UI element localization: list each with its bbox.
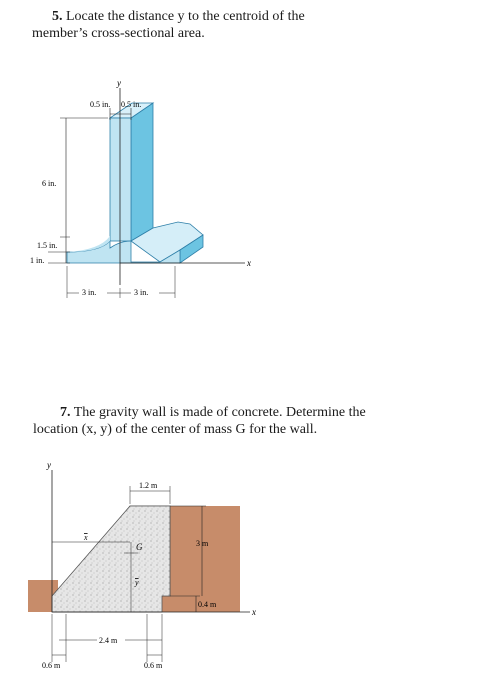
x-axis-label: x <box>247 258 251 268</box>
dim-top-left-label: 0.5 in. <box>90 100 111 109</box>
problem-5-number: 5. <box>52 9 63 24</box>
dim-left-width-label: 3 in. <box>82 288 97 297</box>
x-axis-label: x <box>252 607 256 617</box>
dim-height-label: 6 in. <box>42 179 57 188</box>
dim-span-label: 2.4 m <box>99 636 118 645</box>
dim-right-width-label: 3 in. <box>134 288 149 297</box>
problem-7-line-2: location (x, y) of the center of mass G for the wall. <box>33 422 318 437</box>
problem-5-line-2: member’s cross-sectional area. <box>32 26 205 41</box>
concrete-wall-body <box>52 506 170 612</box>
problem-7-number: 7. <box>60 405 71 420</box>
dim-right-toe-label: 0.6 m <box>144 661 163 670</box>
xbar-label: x <box>84 533 88 542</box>
dim-top-right-label: 0.5 in. <box>121 100 142 109</box>
problem-7-line-1: The gravity wall is made of concrete. Determine the <box>73 405 366 420</box>
g-label: G <box>136 542 143 552</box>
y-axis-label: y <box>117 78 121 88</box>
dim-flange-label: 1.5 in. <box>37 241 58 250</box>
dim-left-toe-label: 0.6 m <box>42 661 61 670</box>
dim-base-thickness-label: 0.4 m <box>198 600 217 609</box>
ybar-label: y <box>135 578 139 587</box>
dim-height-label: 3 m <box>196 539 209 548</box>
problem-5-line-1: Locate the distance y to the centroid of the <box>66 9 305 24</box>
y-axis-label: y <box>47 460 51 470</box>
dim-base-label: 1 in. <box>30 256 45 265</box>
dim-top-width-label: 1.2 m <box>139 481 158 490</box>
